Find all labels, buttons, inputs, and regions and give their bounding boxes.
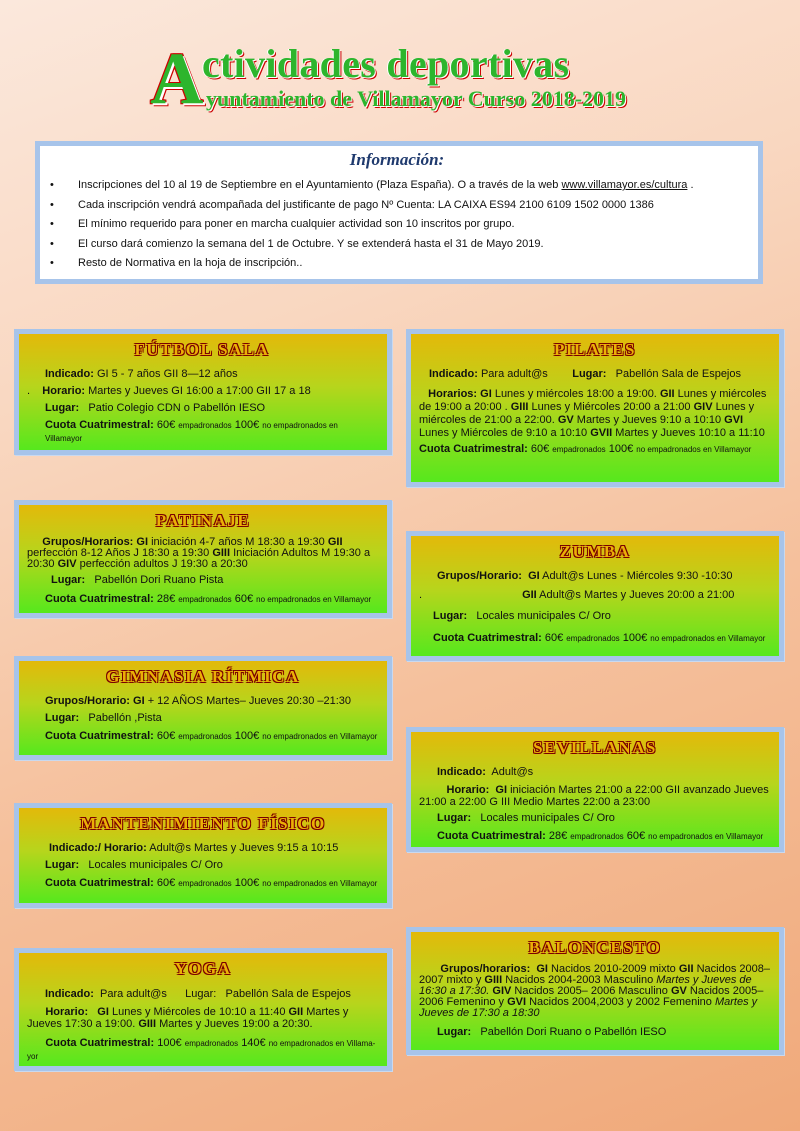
- group: GII: [678, 963, 694, 975]
- pilates-cuota: [419, 443, 771, 456]
- value: Pabellón Sala de Espejos: [615, 368, 741, 380]
- group: GIII: [510, 401, 529, 413]
- patinaje-cuota: [27, 593, 379, 606]
- futbol-indicado: [27, 368, 377, 381]
- note: empadronados: [570, 832, 624, 841]
- group: GIII: [212, 547, 231, 559]
- page-title: [150, 38, 630, 120]
- info-list: [48, 176, 746, 274]
- note: empadronados: [184, 1039, 239, 1048]
- label: Lugar:: [185, 988, 217, 1000]
- label: Grupos/Horarios:: [42, 536, 134, 548]
- label: Cuota Cuatrimestral:: [45, 419, 154, 431]
- ritmica-grupos: [27, 695, 379, 708]
- sevillanas-cuota: [419, 830, 771, 843]
- info-item: • Cada inscripción vendrá acompañada del justificante de pago Nº Cuenta: LA CAIXA ES94 2100 6109 1502 0000 1386: [48, 196, 746, 216]
- mantenimiento-lugar: [27, 859, 379, 872]
- group: GV: [670, 985, 687, 997]
- futbol-cuota: [27, 419, 377, 445]
- group: GV: [557, 414, 574, 426]
- pilates-indicado: [419, 368, 771, 381]
- card-yoga: [14, 948, 392, 1071]
- label: Horarios:: [428, 388, 478, 400]
- dot: .: [27, 385, 31, 397]
- label: Cuota Cuatrimestral:: [45, 730, 154, 742]
- info-item-text: Inscripciones del 10 al 19 de Septiembre en el Ayuntamiento (Plaza España). O a través de la web: [78, 179, 559, 191]
- price: 100€: [157, 1037, 182, 1049]
- text: Nacidos 2005– 2006 Femenino y: [419, 985, 764, 1008]
- note: no empadronados en Villamayor: [45, 421, 338, 443]
- text: Nacidos 2004,2003 y 2002 Femenino: [526, 996, 715, 1008]
- note: no empadronados en Villamayor: [262, 732, 378, 741]
- card-sevillanas: [406, 727, 784, 852]
- group: GVI: [724, 414, 744, 426]
- group: GIV: [57, 558, 77, 570]
- text: perfección adultos J 19:30 a 20:30: [76, 558, 248, 570]
- value: Pabellón Dori Ruano Pista: [94, 574, 224, 586]
- price: 100€: [622, 632, 648, 644]
- text: Martes y Jueves 10:10 a 11:10: [612, 427, 765, 439]
- price: 60€: [626, 830, 646, 842]
- text: Lunes y miércoles de 21:00 a 22:00.: [419, 401, 755, 426]
- note: no empadronados en Villamayor: [650, 634, 766, 643]
- schedule: Martes y Jueves de 17:30 a 18:30: [419, 996, 758, 1019]
- group: GII: [288, 1006, 304, 1018]
- baloncesto-grupos: [419, 964, 771, 1019]
- card-zumba: [406, 531, 784, 661]
- sevillanas-horario: [419, 784, 771, 808]
- note: no empadronados en Villamayor: [636, 445, 752, 454]
- yoga-cuota: [27, 1037, 379, 1063]
- note: empadronados: [566, 634, 620, 643]
- label: Lugar:: [45, 859, 80, 871]
- value: Para adult@s: [100, 988, 167, 1000]
- text: Nacidos 2004-2003 Masculino: [502, 974, 657, 986]
- info-item-tail: .: [687, 179, 694, 191]
- patinaje-lugar: [27, 574, 379, 587]
- card-title: SEVILLANAS: [533, 738, 657, 757]
- note: no empadronados en Villama-: [268, 1039, 376, 1048]
- card-title: PILATES: [554, 340, 636, 359]
- label: Lugar:: [572, 368, 607, 380]
- note: empadronados: [552, 445, 606, 454]
- note: empadronados: [178, 421, 232, 430]
- group: GIV: [492, 985, 512, 997]
- card-title: GIMNASIA RÍTMICA: [106, 667, 300, 686]
- label: Indicado:: [429, 368, 478, 380]
- group: GII: [522, 589, 537, 601]
- label: Lugar:: [45, 402, 80, 414]
- value: Martes y Jueves GI 16:00 a 17:00 GII 17 a 18: [88, 385, 311, 397]
- dot: .: [419, 589, 423, 601]
- group: GIV: [693, 401, 713, 413]
- value: Adult@s Martes y Jueves 9:15 a 10:15: [149, 842, 339, 854]
- mantenimiento-cuota: [27, 877, 379, 890]
- note: empadronados: [178, 732, 232, 741]
- label: Lugar:: [433, 610, 468, 622]
- text: Lunes y Miércoles de 9:10 a 10:10: [419, 427, 591, 439]
- group: GI: [528, 570, 540, 582]
- value: Pabellón Dori Ruano o Pabellón IESO: [480, 1026, 667, 1038]
- info-box: [35, 141, 763, 284]
- card-title: ZUMBA: [559, 542, 631, 561]
- text: Lunes y miércoles 18:00 a 19:00.: [491, 388, 660, 400]
- group: GI: [136, 536, 149, 548]
- web-link[interactable]: www.villamayor.es/cultura: [561, 179, 688, 191]
- card-mantenimiento-fisico: [14, 803, 392, 908]
- label: Cuota Cuatrimestral:: [419, 443, 528, 455]
- value: GI 5 - 7 años GII 8—12 años: [96, 368, 238, 380]
- note: empadronados: [178, 879, 232, 888]
- group: GVI: [507, 996, 527, 1008]
- text: Lunes y Miércoles 20:00 a 21:00: [528, 401, 694, 413]
- value: Martes y Jueves 17:30 a 19:00.: [27, 1006, 349, 1030]
- label: Lugar:: [437, 1026, 472, 1038]
- info-item: • El mínimo requerido para poner en marcha cualquier actividad son 10 inscritos por grupo.: [48, 215, 746, 235]
- label: Horario:: [446, 784, 490, 796]
- info-item: • Resto de Normativa en la hoja de inscripción..: [48, 254, 746, 274]
- price: 100€: [608, 443, 634, 455]
- note: yor: [27, 1052, 39, 1061]
- card-title: YOGA: [174, 959, 232, 978]
- label: Cuota Cuatrimestral:: [45, 877, 154, 889]
- value: Pabellón ,Pista: [88, 712, 162, 724]
- card-baloncesto: [406, 927, 784, 1055]
- note: no empadronados en Villamayor: [256, 595, 372, 604]
- label: Grupos/Horario:: [45, 695, 130, 707]
- zumba-cuota: [419, 632, 771, 645]
- zumba-lugar: [419, 610, 771, 623]
- value: iniciación Martes 21:00 a 22:00 GII avanzado Jueves 21:00 a 22:00 G III Medio Martes 22:00 a 23:00: [419, 784, 769, 808]
- info-item: • El curso dará comienzo la semana del 1 de Octubre. Y se extenderá hasta el 31 de Mayo 2019.: [48, 235, 746, 255]
- group: GI: [495, 784, 508, 796]
- card-pilates: [406, 329, 784, 487]
- card-futbol-sala: [14, 329, 392, 455]
- text: Nacidos 2005– 2006 Masculino: [511, 985, 671, 997]
- value: Adult@s: [491, 766, 534, 778]
- note: empadronados: [178, 595, 232, 604]
- price: 60€: [530, 443, 550, 455]
- value: Patio Colegio CDN o Pabellón IESO: [88, 402, 266, 414]
- label: Cuota Cuatrimestral:: [433, 632, 542, 644]
- note: no empadronados en Villamayor: [648, 832, 764, 841]
- label: Grupos/horarios:: [440, 963, 531, 975]
- title-line-1: ctividades deportivas: [202, 41, 570, 86]
- info-title: Información:: [349, 150, 445, 169]
- value: Locales municipales C/ Oro: [88, 859, 223, 871]
- info-item: [48, 176, 746, 196]
- group: GII: [659, 388, 675, 400]
- text: perfección 8-12 Años J 18:30 a 19:30: [27, 547, 213, 559]
- title-initial: A: [150, 38, 204, 120]
- label: Indicado:: [437, 766, 486, 778]
- label: Lugar:: [437, 812, 472, 824]
- label: Indicado:: [45, 988, 94, 1000]
- text: Iniciación Adultos M 19:30 a 20:30: [27, 547, 371, 570]
- group: GI: [536, 963, 548, 975]
- label: Lugar:: [45, 712, 80, 724]
- card-gimnasia-ritmica: [14, 656, 392, 760]
- futbol-horario: [27, 385, 377, 398]
- value: Para adult@s: [480, 368, 548, 380]
- group: GIII: [138, 1018, 157, 1030]
- value: Adult@s Lunes - Miércoles 9:30 -10:30: [539, 570, 733, 582]
- group: GI: [480, 388, 492, 400]
- label: Lugar:: [51, 574, 86, 586]
- price: 60€: [156, 877, 176, 889]
- price: 140€: [241, 1037, 266, 1049]
- yoga-horario: [27, 1006, 379, 1030]
- value: Lunes y Miércoles de 10:10 a 11:40: [108, 1006, 289, 1018]
- label: Cuota Cuatrimestral:: [45, 593, 154, 605]
- schedule: Martes y Jueves de 16:30 a 17:30.: [419, 974, 752, 997]
- label: Horario:: [45, 1006, 89, 1018]
- value: + 12 AÑOS Martes– Jueves 20:30 –21:30: [144, 695, 352, 707]
- label: Horario:: [42, 385, 86, 397]
- mantenimiento-horario: [27, 842, 379, 855]
- price: 60€: [234, 593, 254, 605]
- price: 100€: [234, 419, 260, 431]
- label: Grupos/Horario:: [437, 570, 522, 582]
- text: Nacidos 2008–2007 mixto y: [419, 963, 770, 986]
- card-title: PATINAJE: [155, 511, 251, 530]
- futbol-lugar: [27, 402, 377, 415]
- group: GVII: [590, 427, 613, 439]
- text: Nacidos 2010-2009 mixto: [548, 963, 679, 975]
- label: Cuota Cuatrimestral:: [45, 1037, 155, 1049]
- price: 60€: [544, 632, 564, 644]
- zumba-grupo-1: [419, 570, 771, 583]
- group: GI: [97, 1006, 109, 1018]
- label: Indicado:: [45, 368, 94, 380]
- ritmica-lugar: [27, 712, 379, 725]
- ritmica-cuota: [27, 730, 379, 743]
- value: Adult@s Martes y Jueves 20:00 a 21:00: [536, 589, 735, 601]
- price: 100€: [234, 730, 260, 742]
- group: GI: [133, 695, 145, 707]
- label: Cuota Cuatrimestral:: [437, 830, 546, 842]
- value: Locales municipales C/ Oro: [476, 610, 611, 622]
- pilates-horarios: [419, 388, 771, 440]
- note: no empadronados en Villamayor: [262, 879, 378, 888]
- price: 28€: [156, 593, 176, 605]
- price: 28€: [548, 830, 568, 842]
- value: Locales municipales C/ Oro: [480, 812, 615, 824]
- text: Lunes y miércoles de 19:00 a 20:00 .: [419, 388, 767, 413]
- sevillanas-lugar: [419, 812, 771, 825]
- card-title: MANTENIMIENTO FÍSICO: [80, 814, 326, 833]
- text: iniciación 4-7 años M 18:30 a 19:30: [148, 536, 328, 548]
- price: 100€: [234, 877, 260, 889]
- card-title: FÚTBOL SALA: [134, 340, 270, 359]
- sevillanas-indicado: [419, 766, 771, 779]
- value: Martes y Jueves 19:00 a 20:30.: [156, 1018, 313, 1030]
- card-title: BALONCESTO: [528, 938, 662, 957]
- price: 60€: [156, 730, 176, 742]
- group: GII: [327, 536, 343, 548]
- yoga-indicado: [27, 988, 379, 1001]
- zumba-grupo-2: [419, 589, 771, 602]
- baloncesto-lugar: [419, 1026, 771, 1039]
- price: 60€: [156, 419, 176, 431]
- patinaje-grupos: [27, 537, 379, 570]
- text: Martes y Jueves 9:10 a 10:10: [573, 414, 725, 426]
- label: Indicado:/ Horario:: [49, 842, 147, 854]
- value: Pabellón Sala de Espejos: [225, 988, 351, 1000]
- card-patinaje: [14, 500, 392, 618]
- group: GIII: [484, 974, 503, 986]
- title-line-2: yuntamiento de Villamayor Curso 2018-2019: [206, 86, 627, 111]
